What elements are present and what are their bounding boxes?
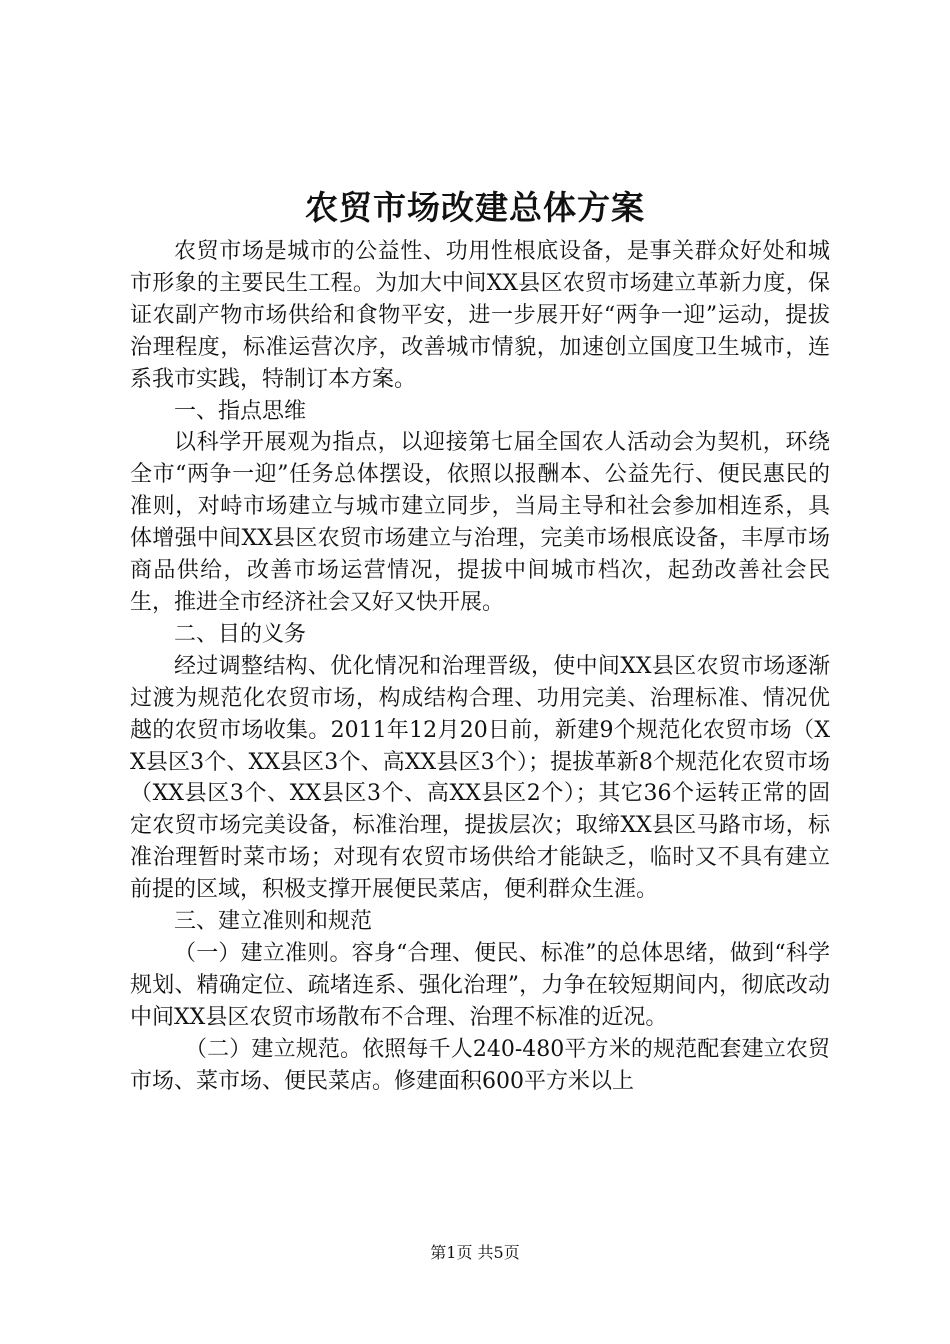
heading-principles-standards: 三、建立准则和规范	[174, 909, 373, 935]
paragraph-guiding-ideology: 以科学开展观为指点，以迎接第七届全国农人活动会为契机，环绕全市“两争一迎”任务总体摆设，依照以报酬本、公益先行、便民惠民的准则，对峙市场建立与城市建立同步，当局主导和社会参加相连系，具体增强中间XX县区农贸市场建立与治理，完美市场根底设备，丰厚市场商品供给，改善市场运营情况，提拔中间城市档次，起劲改善社会民生，推进全市经济社会又好又快开展。	[130, 430, 830, 615]
document-body	[130, 236, 830, 1097]
paragraph-goals-tasks: 经过调整结构、优化情况和治理晋级，使中间XX县区农贸市场逐渐过渡为规范化农贸市场，构成结构合理、功用完美、治理标准、情况优越的农贸市场收集。2011年12月20日前，新建9个规范化农贸市场（XX县区3个、XX县区3个、高XX县区3个）；提拔革新8个规范化农贸市场（XX县区3个、XX县区3个、高XX县区2个）；其它36个运转正常的固定农贸市场完美设备，标准治理，提拔层次；取缔XX县区马路市场，标准治理暂时菜市场；对现有农贸市场供给才能缺乏，临时又不具有建立前提的区域，积极支撑开展便民菜店，便利群众生涯。	[130, 653, 830, 903]
document-title: 农贸市场改建总体方案	[305, 188, 645, 227]
paragraph-standards: （二）建立规范。依照每千人240-480平方米的规范配套建立农贸市场、菜市场、便民菜店。修建面积600平方米以上	[130, 1036, 830, 1094]
heading-guiding-ideology: 一、指点思维	[174, 398, 307, 424]
page-number: 第1页 共5页	[430, 1243, 520, 1262]
heading-goals-tasks: 二、目的义务	[174, 621, 307, 647]
paragraph-principles: （一）建立准则。容身“合理、便民、标准”的总体思绪，做到“科学规划、精确定位、疏堵连系、强化治理”，力争在较短期间内，彻底改动中间XX县区农贸市场散布不合理、治理不标准的近况。	[130, 940, 830, 1030]
paragraph-intro: 农贸市场是城市的公益性、功用性根底设备，是事关群众好处和城市形象的主要民生工程。为加大中间XX县区农贸市场建立革新力度，保证农副产物市场供给和食物平安，进一步展开好“两争一迎”运动，提拔治理程度，标准运营次序，改善城市情貌，加速创立国度卫生城市，连系我市实践，特制订本方案。	[130, 239, 830, 392]
